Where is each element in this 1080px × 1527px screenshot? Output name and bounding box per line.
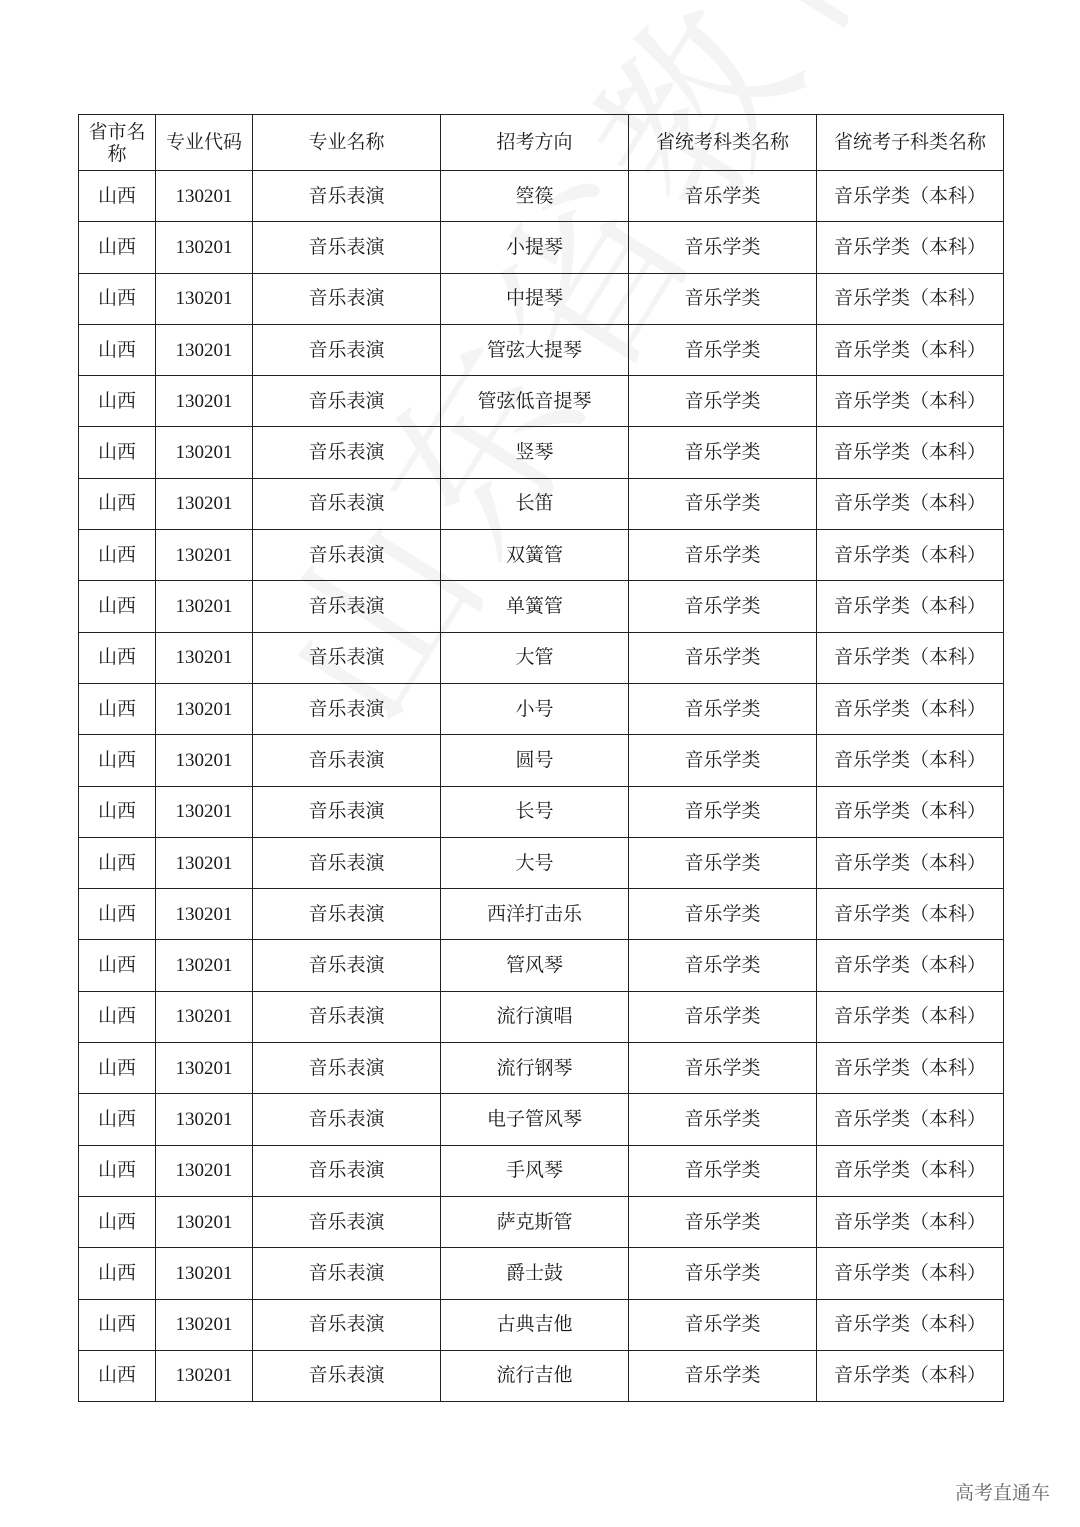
cell-province: 山西 bbox=[79, 786, 156, 837]
cell-exam-category: 音乐学类 bbox=[629, 1350, 817, 1401]
cell-exam-category: 音乐学类 bbox=[629, 735, 817, 786]
table-row bbox=[79, 1299, 1004, 1350]
cell-province: 山西 bbox=[79, 1196, 156, 1247]
cell-exam-category: 音乐学类 bbox=[629, 889, 817, 940]
cell-major-code: 130201 bbox=[156, 581, 253, 632]
cell-major-code: 130201 bbox=[156, 376, 253, 427]
cell-direction: 萨克斯管 bbox=[441, 1196, 629, 1247]
cell-exam-subcategory: 音乐学类（本科） bbox=[817, 1248, 1004, 1299]
cell-province: 山西 bbox=[79, 1145, 156, 1196]
cell-exam-category: 音乐学类 bbox=[629, 273, 817, 324]
table-row bbox=[79, 324, 1004, 375]
cell-major-code: 130201 bbox=[156, 1248, 253, 1299]
cell-province: 山西 bbox=[79, 324, 156, 375]
cell-province: 山西 bbox=[79, 1248, 156, 1299]
cell-major-code: 130201 bbox=[156, 1350, 253, 1401]
cell-exam-subcategory: 音乐学类（本科） bbox=[817, 1094, 1004, 1145]
cell-direction: 电子管风琴 bbox=[441, 1094, 629, 1145]
cell-major-code: 130201 bbox=[156, 324, 253, 375]
table-row bbox=[79, 683, 1004, 734]
cell-exam-subcategory: 音乐学类（本科） bbox=[817, 273, 1004, 324]
cell-exam-category: 音乐学类 bbox=[629, 478, 817, 529]
cell-major-code: 130201 bbox=[156, 1043, 253, 1094]
cell-exam-subcategory: 音乐学类（本科） bbox=[817, 786, 1004, 837]
cell-major-name: 音乐表演 bbox=[253, 940, 441, 991]
cell-exam-subcategory: 音乐学类（本科） bbox=[817, 889, 1004, 940]
cell-province: 山西 bbox=[79, 632, 156, 683]
cell-exam-subcategory: 音乐学类（本科） bbox=[817, 581, 1004, 632]
cell-major-name: 音乐表演 bbox=[253, 889, 441, 940]
cell-exam-subcategory: 音乐学类（本科） bbox=[817, 1350, 1004, 1401]
table-body bbox=[79, 171, 1004, 1402]
header-exam-subcategory: 省统考子科类名称 bbox=[817, 115, 1004, 171]
cell-exam-subcategory: 音乐学类（本科） bbox=[817, 222, 1004, 273]
cell-exam-subcategory: 音乐学类（本科） bbox=[817, 632, 1004, 683]
table-row bbox=[79, 530, 1004, 581]
table-row bbox=[79, 1094, 1004, 1145]
table-row bbox=[79, 889, 1004, 940]
cell-major-name: 音乐表演 bbox=[253, 376, 441, 427]
cell-major-code: 130201 bbox=[156, 1145, 253, 1196]
cell-direction: 管弦大提琴 bbox=[441, 324, 629, 375]
table-row bbox=[79, 222, 1004, 273]
table-row bbox=[79, 427, 1004, 478]
cell-exam-category: 音乐学类 bbox=[629, 786, 817, 837]
cell-province: 山西 bbox=[79, 478, 156, 529]
cell-direction: 中提琴 bbox=[441, 273, 629, 324]
cell-exam-category: 音乐学类 bbox=[629, 991, 817, 1042]
cell-exam-subcategory: 音乐学类（本科） bbox=[817, 376, 1004, 427]
cell-exam-category: 音乐学类 bbox=[629, 376, 817, 427]
cell-major-name: 音乐表演 bbox=[253, 171, 441, 222]
header-major-name: 专业名称 bbox=[253, 115, 441, 171]
cell-exam-category: 音乐学类 bbox=[629, 1094, 817, 1145]
table-row bbox=[79, 735, 1004, 786]
cell-province: 山西 bbox=[79, 581, 156, 632]
cell-exam-subcategory: 音乐学类（本科） bbox=[817, 171, 1004, 222]
cell-major-code: 130201 bbox=[156, 889, 253, 940]
table-row bbox=[79, 991, 1004, 1042]
cell-major-code: 130201 bbox=[156, 786, 253, 837]
cell-major-name: 音乐表演 bbox=[253, 837, 441, 888]
cell-major-name: 音乐表演 bbox=[253, 427, 441, 478]
cell-exam-subcategory: 音乐学类（本科） bbox=[817, 427, 1004, 478]
cell-exam-category: 音乐学类 bbox=[629, 632, 817, 683]
cell-major-code: 130201 bbox=[156, 530, 253, 581]
cell-major-name: 音乐表演 bbox=[253, 478, 441, 529]
table-row bbox=[79, 940, 1004, 991]
cell-direction: 流行钢琴 bbox=[441, 1043, 629, 1094]
header-direction: 招考方向 bbox=[441, 115, 629, 171]
table-row bbox=[79, 1248, 1004, 1299]
cell-exam-subcategory: 音乐学类（本科） bbox=[817, 1043, 1004, 1094]
cell-major-code: 130201 bbox=[156, 1094, 253, 1145]
table-row bbox=[79, 1196, 1004, 1247]
cell-direction: 爵士鼓 bbox=[441, 1248, 629, 1299]
cell-major-code: 130201 bbox=[156, 735, 253, 786]
cell-direction: 单簧管 bbox=[441, 581, 629, 632]
cell-exam-category: 音乐学类 bbox=[629, 1145, 817, 1196]
cell-major-name: 音乐表演 bbox=[253, 530, 441, 581]
cell-direction: 古典吉他 bbox=[441, 1299, 629, 1350]
cell-major-name: 音乐表演 bbox=[253, 222, 441, 273]
cell-exam-subcategory: 音乐学类（本科） bbox=[817, 991, 1004, 1042]
cell-exam-subcategory: 音乐学类（本科） bbox=[817, 683, 1004, 734]
cell-direction: 管风琴 bbox=[441, 940, 629, 991]
table-row bbox=[79, 581, 1004, 632]
table-header-row bbox=[79, 115, 1004, 171]
table-row bbox=[79, 837, 1004, 888]
cell-exam-category: 音乐学类 bbox=[629, 222, 817, 273]
cell-province: 山西 bbox=[79, 940, 156, 991]
cell-direction: 长号 bbox=[441, 786, 629, 837]
table-row bbox=[79, 376, 1004, 427]
cell-province: 山西 bbox=[79, 683, 156, 734]
cell-major-name: 音乐表演 bbox=[253, 581, 441, 632]
cell-direction: 流行演唱 bbox=[441, 991, 629, 1042]
cell-major-name: 音乐表演 bbox=[253, 1094, 441, 1145]
cell-province: 山西 bbox=[79, 735, 156, 786]
cell-direction: 箜篌 bbox=[441, 171, 629, 222]
cell-major-code: 130201 bbox=[156, 837, 253, 888]
cell-province: 山西 bbox=[79, 1350, 156, 1401]
cell-major-code: 130201 bbox=[156, 171, 253, 222]
header-exam-category: 省统考科类名称 bbox=[629, 115, 817, 171]
cell-province: 山西 bbox=[79, 222, 156, 273]
cell-major-code: 130201 bbox=[156, 427, 253, 478]
cell-major-code: 130201 bbox=[156, 940, 253, 991]
cell-exam-subcategory: 音乐学类（本科） bbox=[817, 837, 1004, 888]
cell-exam-category: 音乐学类 bbox=[629, 530, 817, 581]
cell-major-name: 音乐表演 bbox=[253, 1043, 441, 1094]
cell-major-name: 音乐表演 bbox=[253, 1196, 441, 1247]
cell-major-name: 音乐表演 bbox=[253, 1248, 441, 1299]
cell-exam-subcategory: 音乐学类（本科） bbox=[817, 530, 1004, 581]
table-row bbox=[79, 1350, 1004, 1401]
cell-exam-category: 音乐学类 bbox=[629, 324, 817, 375]
cell-major-code: 130201 bbox=[156, 273, 253, 324]
cell-major-name: 音乐表演 bbox=[253, 1299, 441, 1350]
cell-direction: 流行吉他 bbox=[441, 1350, 629, 1401]
cell-major-code: 130201 bbox=[156, 991, 253, 1042]
cell-exam-category: 音乐学类 bbox=[629, 171, 817, 222]
cell-province: 山西 bbox=[79, 837, 156, 888]
cell-direction: 小号 bbox=[441, 683, 629, 734]
table-row bbox=[79, 273, 1004, 324]
cell-major-name: 音乐表演 bbox=[253, 683, 441, 734]
table-row bbox=[79, 171, 1004, 222]
cell-exam-category: 音乐学类 bbox=[629, 1196, 817, 1247]
major-direction-table bbox=[78, 114, 1004, 1402]
cell-province: 山西 bbox=[79, 889, 156, 940]
cell-exam-category: 音乐学类 bbox=[629, 1043, 817, 1094]
cell-major-name: 音乐表演 bbox=[253, 786, 441, 837]
cell-major-name: 音乐表演 bbox=[253, 991, 441, 1042]
cell-province: 山西 bbox=[79, 1043, 156, 1094]
cell-province: 山西 bbox=[79, 991, 156, 1042]
cell-exam-subcategory: 音乐学类（本科） bbox=[817, 940, 1004, 991]
cell-major-code: 130201 bbox=[156, 1299, 253, 1350]
cell-exam-subcategory: 音乐学类（本科） bbox=[817, 1299, 1004, 1350]
table-row bbox=[79, 1043, 1004, 1094]
cell-major-name: 音乐表演 bbox=[253, 273, 441, 324]
cell-direction: 小提琴 bbox=[441, 222, 629, 273]
table-row bbox=[79, 1145, 1004, 1196]
cell-exam-subcategory: 音乐学类（本科） bbox=[817, 324, 1004, 375]
cell-direction: 双簧管 bbox=[441, 530, 629, 581]
cell-direction: 大管 bbox=[441, 632, 629, 683]
cell-province: 山西 bbox=[79, 171, 156, 222]
cell-major-code: 130201 bbox=[156, 683, 253, 734]
cell-major-code: 130201 bbox=[156, 478, 253, 529]
cell-major-code: 130201 bbox=[156, 1196, 253, 1247]
header-province: 省市名称 bbox=[79, 115, 156, 171]
cell-province: 山西 bbox=[79, 530, 156, 581]
table-row bbox=[79, 786, 1004, 837]
cell-major-name: 音乐表演 bbox=[253, 324, 441, 375]
cell-exam-category: 音乐学类 bbox=[629, 581, 817, 632]
cell-direction: 长笛 bbox=[441, 478, 629, 529]
cell-exam-subcategory: 音乐学类（本科） bbox=[817, 1196, 1004, 1247]
cell-exam-subcategory: 音乐学类（本科） bbox=[817, 735, 1004, 786]
cell-exam-subcategory: 音乐学类（本科） bbox=[817, 478, 1004, 529]
table-row bbox=[79, 478, 1004, 529]
cell-major-name: 音乐表演 bbox=[253, 1145, 441, 1196]
cell-major-code: 130201 bbox=[156, 632, 253, 683]
cell-exam-category: 音乐学类 bbox=[629, 940, 817, 991]
cell-exam-category: 音乐学类 bbox=[629, 1248, 817, 1299]
cell-province: 山西 bbox=[79, 427, 156, 478]
cell-direction: 手风琴 bbox=[441, 1145, 629, 1196]
cell-major-name: 音乐表演 bbox=[253, 735, 441, 786]
cell-exam-category: 音乐学类 bbox=[629, 683, 817, 734]
cell-direction: 西洋打击乐 bbox=[441, 889, 629, 940]
cell-exam-subcategory: 音乐学类（本科） bbox=[817, 1145, 1004, 1196]
cell-direction: 竖琴 bbox=[441, 427, 629, 478]
cell-province: 山西 bbox=[79, 376, 156, 427]
cell-province: 山西 bbox=[79, 273, 156, 324]
footer-brand: 高考直通车 bbox=[954, 1482, 1050, 1504]
cell-province: 山西 bbox=[79, 1299, 156, 1350]
table-row bbox=[79, 632, 1004, 683]
cell-exam-category: 音乐学类 bbox=[629, 1299, 817, 1350]
cell-exam-category: 音乐学类 bbox=[629, 837, 817, 888]
cell-major-name: 音乐表演 bbox=[253, 632, 441, 683]
cell-province: 山西 bbox=[79, 1094, 156, 1145]
cell-major-code: 130201 bbox=[156, 222, 253, 273]
cell-major-name: 音乐表演 bbox=[253, 1350, 441, 1401]
cell-direction: 圆号 bbox=[441, 735, 629, 786]
cell-direction: 大号 bbox=[441, 837, 629, 888]
cell-exam-category: 音乐学类 bbox=[629, 427, 817, 478]
cell-direction: 管弦低音提琴 bbox=[441, 376, 629, 427]
header-major-code: 专业代码 bbox=[156, 115, 253, 171]
